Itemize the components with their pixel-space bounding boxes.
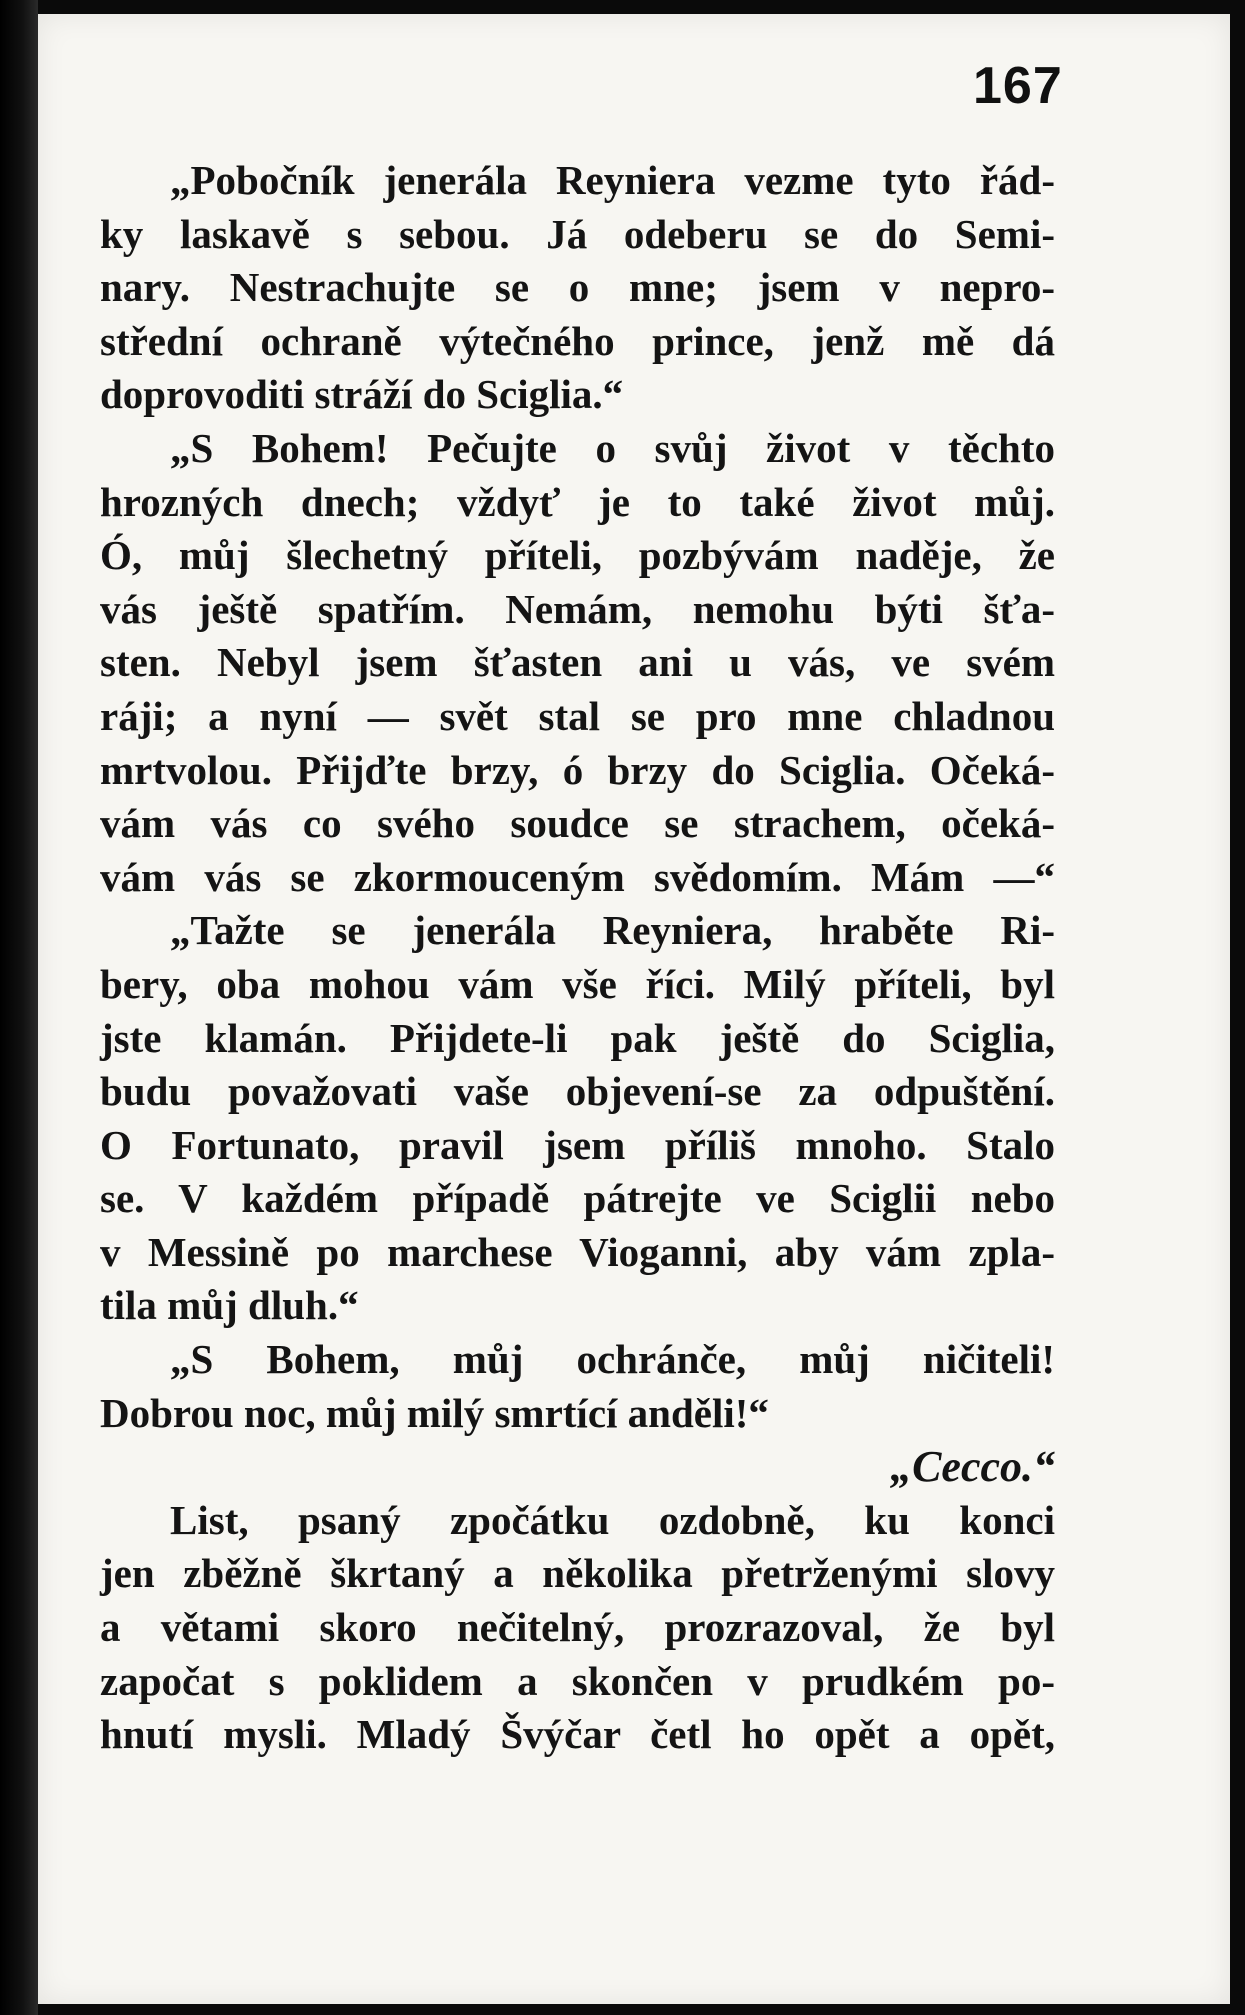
book-page [38, 14, 1230, 2004]
text-line: hrozných dnech; vždyť je to také život můj. [100, 478, 1055, 525]
text-line: „Pobočník jenerála Reyniera vezme tyto řád- [170, 157, 1055, 203]
text-line: budu považovati vaše objevení-se za odpuštění. [100, 1068, 1055, 1115]
text-line: v Messině po marchese Vioganni, aby vám zpla- [100, 1228, 1055, 1275]
text-line: střední ochraně výtečného prince, jenž mě dá [100, 317, 1055, 364]
text-line: Dobrou noc, můj milý smrtící anděli!“ [100, 1389, 769, 1436]
text-line: nary. Nestrachujte se o mne; jsem v nepro- [100, 264, 1055, 311]
text-line: vás ještě spatřím. Nemám, nemohu býti šťa- [100, 585, 1055, 632]
text-line: a větami skoro nečitelný, prozrazoval, že byl [100, 1604, 1055, 1651]
page-body-text [100, 154, 1055, 1762]
text-line: Ó, můj šlechetný příteli, pozbývám naděje, že [100, 532, 1055, 579]
text-line: se. V každém případě pátrejte ve Sciglii nebo [100, 1175, 1055, 1222]
text-line: hnutí mysli. Mladý Švýčar četl ho opět a opět, [100, 1711, 1055, 1758]
text-line: mrtvolou. Přijďte brzy, ó brzy do Sciglia. Očeká- [100, 746, 1055, 793]
page-gutter-shadow [0, 0, 38, 2015]
text-line: List, psaný zpočátku ozdobně, ku konci [170, 1496, 1055, 1543]
page-number: 167 [973, 57, 1063, 115]
text-line: doprovoditi stráží do Sciglia.“ [100, 371, 624, 418]
text-line: tila můj dluh.“ [100, 1282, 359, 1329]
text-line: jen zběžně škrtaný a několika přetrženými slovy [100, 1550, 1055, 1597]
text-line: vám vás se zkormouceným svědomím. Mám —“ [100, 853, 1055, 900]
text-line: započat s poklidem a skončen v prudkém po- [100, 1657, 1055, 1704]
text-line: ráji; a nyní — svět stal se pro mne chladnou [100, 692, 1055, 739]
text-line: „Tažte se jenerála Reyniera, hraběte Ri- [170, 907, 1055, 954]
text-line: O Fortunato, pravil jsem příliš mnoho. Stalo [100, 1121, 1055, 1168]
text-line: ky laskavě s sebou. Já odeberu se do Semi- [100, 210, 1055, 257]
text-line: „S Bohem, můj ochránče, můj ničiteli! [170, 1336, 1055, 1383]
text-line: jste klamán. Přijdete-li pak ještě do Sciglia, [100, 1014, 1055, 1061]
signature: „Cecco.“ [890, 1442, 1055, 1492]
text-line: vám vás co svého soudce se strachem, očeká- [100, 800, 1055, 847]
text-line: sten. Nebyl jsem šťasten ani u vás, ve svém [100, 639, 1055, 686]
text-line: „S Bohem! Pečujte o svůj život v těchto [170, 424, 1055, 471]
text-line: bery, oba mohou vám vše říci. Milý příteli, byl [100, 960, 1055, 1007]
